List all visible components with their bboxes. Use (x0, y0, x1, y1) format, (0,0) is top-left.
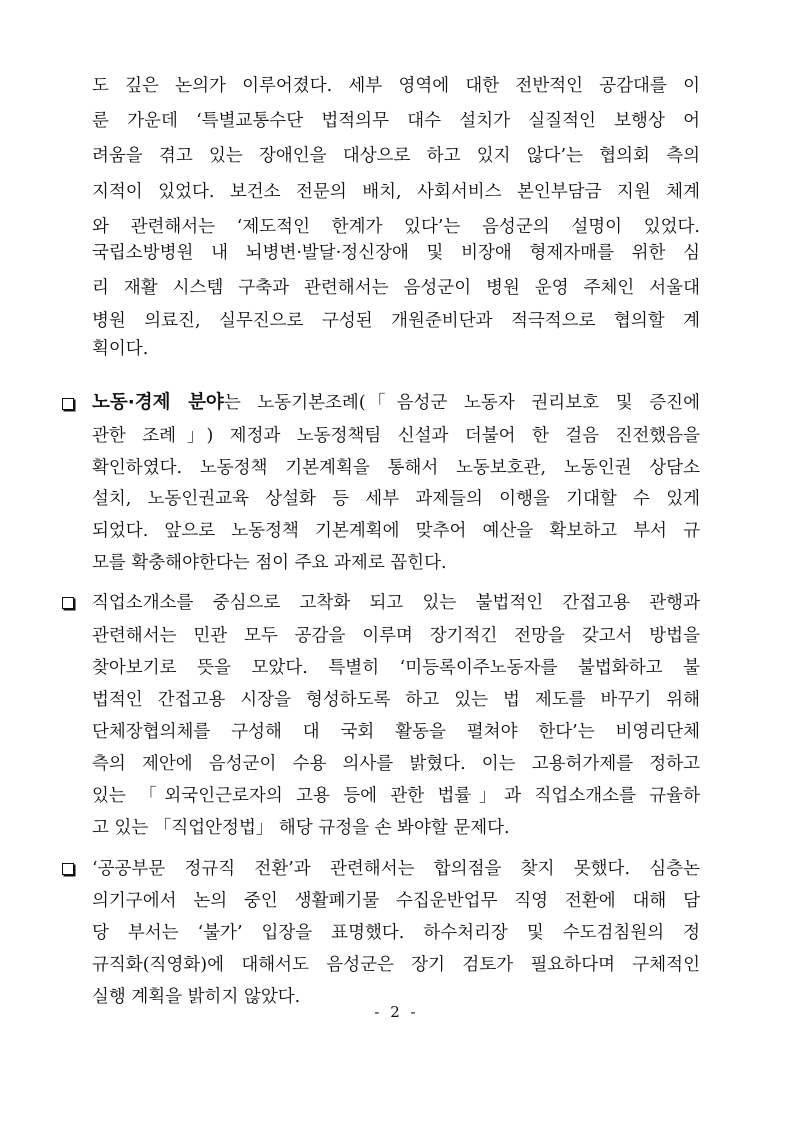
paragraph-line: 관련해서는 민관 모두 공감을 이루며 장기적긴 전망을 갖고서 방법을 (92, 626, 700, 646)
paragraph-line: 려움을 겪고 있는 장애인을 대상으로 하고 있지 않다’는 협의회 측의 (92, 146, 700, 166)
paragraph-line: 찾아보기로 뜻을 모았다. 특별히 ‘미등록이주노동자를 불법화하고 불 (92, 658, 700, 678)
paragraph-line: 규직화(직영화)에 대해서도 음성군은 장기 검토가 필요하다며 구체적인 (92, 955, 700, 975)
paragraph-line: 지적이 있었다. 보건소 전문의 배치, 사회서비스 본인부담금 지원 체계 (92, 182, 700, 202)
section-first-line-text: 는 노동기본조례(「음성군 노동자 권리보호 및 증진에 (223, 393, 700, 413)
paragraph-line: ‘공공부문 정규직 전환’과 관련해서는 합의점을 찾지 못했다. 심층논 (92, 859, 700, 879)
section-first-line (92, 391, 700, 415)
paragraph-line: 법적인 간접고용 시장을 형성하도록 하고 있는 법 제도를 바꾸기 위해 (92, 690, 700, 710)
paragraph-line: 의기구에서 논의 중인 생활폐기물 수집운반업무 직영 전환에 대해 담 (92, 891, 700, 911)
paragraph-line: 획이다. (92, 339, 149, 359)
paragraph-line: 룬 가운데 ‘특별교통수단 법적의무 대수 설치가 실질적인 보행상 어 (92, 111, 700, 131)
paragraph-line: 병원 의료진, 실무진으로 구성된 개원준비단과 적극적으로 협의할 계 (92, 311, 700, 331)
paragraph-line: 와 관련해서는 ‘제도적인 한계가 있다’는 음성군의 설명이 있었다. (92, 217, 700, 237)
paragraph-line: 실행 계획을 밝히지 않았다. (92, 987, 301, 1007)
paragraph-line: 국립소방병원 내 뇌병변·발달·정신장애 및 비장애 형제자매를 위한 심 (92, 243, 700, 263)
section-heading: 노동·경제 분야 (92, 392, 224, 413)
paragraph-line: 측의 제안에 음성군이 수용 의사를 밝혔다. 이는 고용허가제를 정하고 (92, 754, 700, 774)
paragraph-line: 고 있는 「직업안정법」 해당 규정을 손 봐야할 문제다. (92, 818, 510, 838)
paragraph-line: 관한 조례」) 제정과 노동정책팀 신설과 더불어 한 걸음 진전했음을 (92, 426, 700, 446)
paragraph-line: 당 부서는 ‘불가’ 입장을 표명했다. 하수처리장 및 수도검침원의 정 (92, 923, 700, 943)
paragraph-line: 있는 「외국인근로자의 고용 등에 관한 법률」과 직업소개소를 규율하 (92, 786, 700, 806)
checkbox-bullet-icon (62, 597, 74, 609)
paragraph-line: 리 재활 시스템 구축과 관련해서는 음성군이 병원 운영 주체인 서울대 (92, 278, 700, 298)
paragraph-line: 단체장협의체를 구성해 대 국회 활동을 펼쳐야 한다’는 비영리단체 (92, 722, 700, 742)
paragraph-line: 설치, 노동인권교육 상설화 등 세부 과제들의 이행을 기대할 수 있게 (92, 489, 700, 509)
paragraph-line: 도 깊은 논의가 이루어졌다. 세부 영역에 대한 전반적인 공감대를 이 (92, 76, 700, 96)
paragraph-line: 모를 확충해야한다는 점이 주요 과제로 꼽힌다. (92, 553, 447, 573)
paragraph-line: 확인하였다. 노동정책 기본계획을 통해서 노동보호관, 노동인권 상담소 (92, 458, 700, 478)
paragraph-line: 직업소개소를 중심으로 고착화 되고 있는 불법적인 간접고용 관행과 (92, 593, 700, 613)
paragraph-line: 되었다. 앞으로 노동정책 기본계획에 맞추어 예산을 확보하고 부서 규 (92, 521, 700, 541)
checkbox-bullet-icon (62, 398, 74, 410)
checkbox-bullet-icon (62, 863, 74, 875)
page-number: - 2 - (374, 1003, 419, 1021)
